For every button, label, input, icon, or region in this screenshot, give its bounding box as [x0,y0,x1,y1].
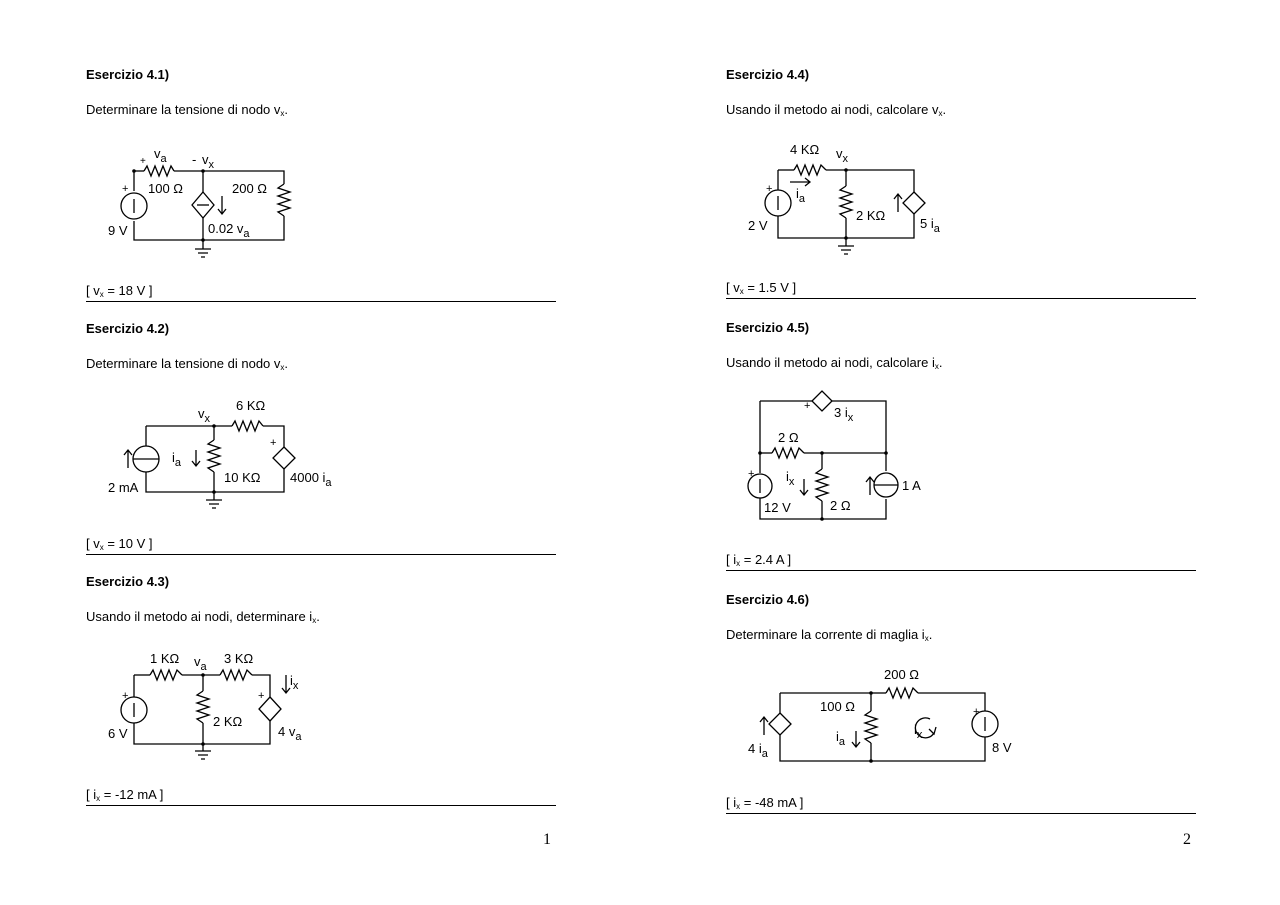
exercise-prompt: Usando il metodo ai nodi, determinare $i_x$. [86,609,320,625]
label-dependent-source: 0.02 $v_a$ [208,221,250,240]
circuit-diagram [726,387,986,537]
circuit-diagram [726,140,976,270]
label-va-minus: - [192,152,197,167]
label-r-100: 100 Ω [820,699,856,714]
label-ix: $i_x$ [786,469,795,488]
label-source-2v: 2 V [748,218,768,233]
label-r-4k: 4 KΩ [790,142,820,157]
label-r-200: 200 Ω [884,667,920,682]
label-source-8v: 8 V [992,740,1012,755]
page-number: 1 [543,831,551,848]
exercise-answer: [ $i_x = -12$ mA ] [86,787,556,806]
exercise-title: Esercizio 4.3) [86,574,170,589]
exercise-prompt: Usando il metodo ai nodi, calcolare $i_x$. [726,355,943,371]
label-va: $v_a$ [154,146,167,165]
label-dependent-source: 3 $i_x$ [834,405,854,424]
label-source-6v: 6 V [108,726,128,741]
label-source-9v: 9 V [108,223,128,238]
exercise-title: Esercizio 4.2) [86,321,170,336]
label-dependent-source: 4000 $i_a$ [290,470,332,489]
circuit-diagram [86,394,356,524]
circuit-diagram [86,647,356,777]
page-2 [640,0,1280,905]
label-dep-plus: + [804,400,811,412]
exercise-prompt: Determinare la tensione di nodo $v_x$. [86,102,289,118]
label-dep-plus: + [270,437,277,449]
label-src-plus: + [973,706,980,718]
label-r1-2ohm: 2 Ω [778,430,799,445]
label-r-2k: 2 KΩ [213,714,243,729]
label-src-plus: + [766,183,773,195]
label-src-plus: + [748,468,755,480]
exercise-answer: [ $i_x = -48$ mA ] [726,795,1196,814]
exercise-answer: [ $i_x = 2.4$ A ] [726,552,1196,571]
label-r-6k: 6 KΩ [236,398,266,413]
exercise-title: Esercizio 4.1) [86,67,170,82]
label-mesh-ix: $i_x$ [914,722,923,741]
label-r-200: 200 Ω [232,181,268,196]
label-dependent-source: 4 $i_a$ [748,741,768,760]
label-ia: $i_a$ [172,450,182,469]
exercise-prompt: Usando il metodo ai nodi, calcolare $v_x$. [726,102,947,118]
exercise-title: Esercizio 4.5) [726,320,810,335]
label-va-plus: + [140,156,146,167]
label-source-1a: 1 A [902,478,921,493]
label-dependent-source: 4 $v_a$ [278,724,302,743]
exercise-answer: [ $v_x = 18$ V ] [86,283,556,302]
label-src-plus: + [122,183,129,195]
label-vx: $v_x$ [202,152,214,171]
circuit-diagram [726,661,1046,791]
label-source-12v: 12 V [764,500,791,515]
label-src-plus: + [122,690,129,702]
label-r2-2ohm: 2 Ω [830,498,851,513]
label-ix: $i_x$ [290,673,299,692]
exercise-title: Esercizio 4.6) [726,592,810,607]
label-dependent-source: 5 $i_a$ [920,216,940,235]
label-r-100: 100 Ω [148,181,184,196]
label-r-3k: 3 KΩ [224,651,254,666]
exercise-prompt: Determinare la tensione di nodo $v_x$. [86,356,289,372]
label-va: $v_a$ [194,654,207,673]
label-r-2k: 2 KΩ [856,208,886,223]
label-ia: $i_a$ [796,186,806,205]
exercise-prompt: Determinare la corrente di maglia $i_x$. [726,627,933,643]
label-r-1k: 1 KΩ [150,651,180,666]
label-dep-plus: + [258,690,265,702]
label-ia: $i_a$ [836,729,846,748]
exercise-answer: [ $v_x = 1.5$ V ] [726,280,1196,299]
exercise-answer: [ $v_x = 10$ V ] [86,536,556,555]
label-r-10k: 10 KΩ [224,470,261,485]
exercise-title: Esercizio 4.4) [726,67,810,82]
label-vx: $v_x$ [836,146,848,165]
label-source-2ma: 2 mA [108,480,139,495]
circuit-diagram [86,146,316,276]
page-number: 2 [1183,831,1191,848]
label-vx: $v_x$ [198,406,210,425]
